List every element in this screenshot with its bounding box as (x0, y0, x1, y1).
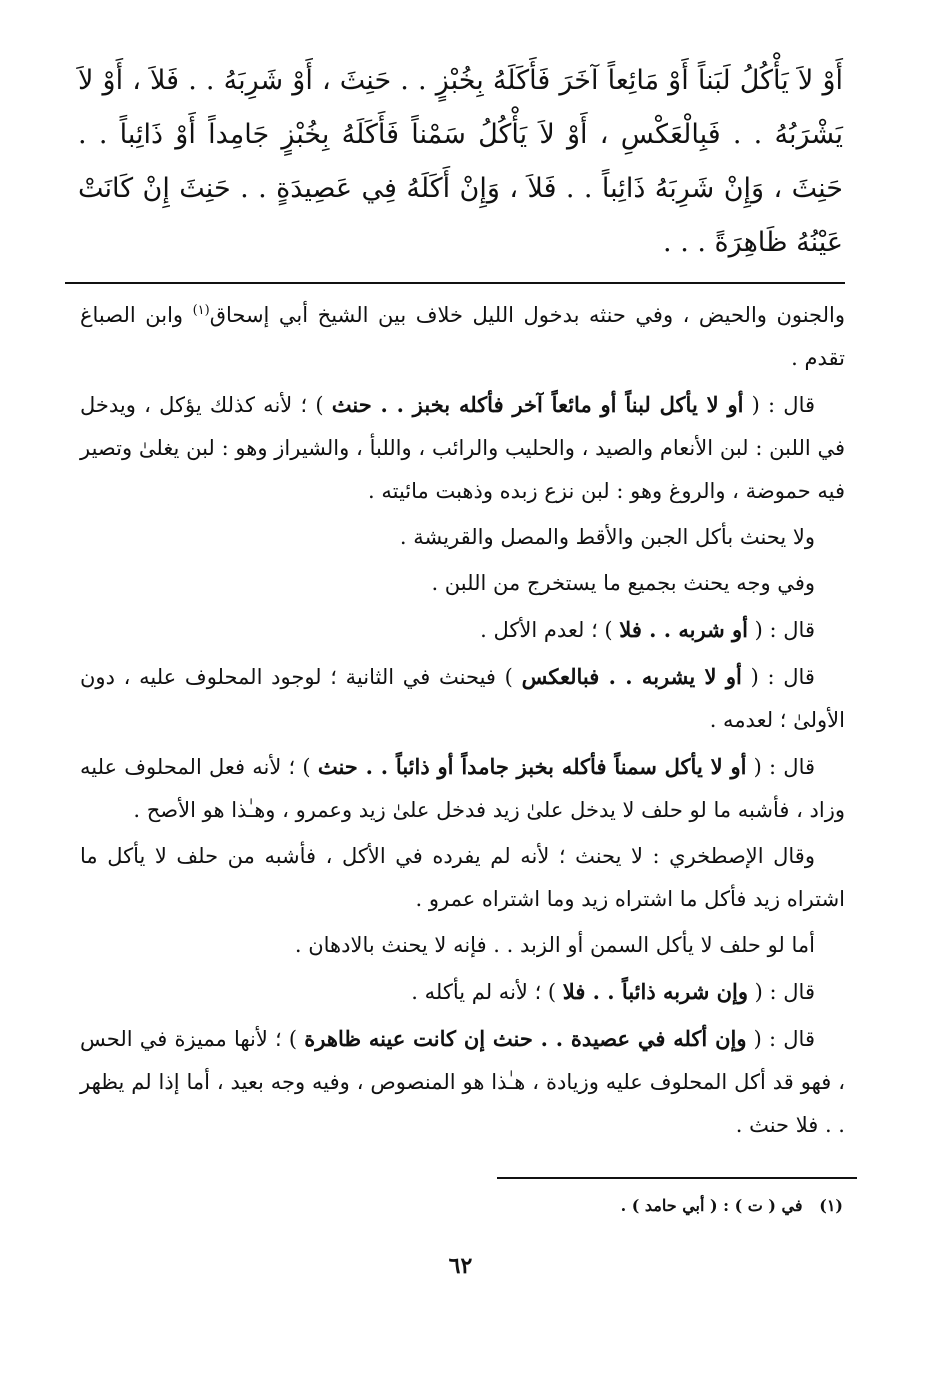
quote-open: قال : ( (746, 755, 815, 779)
footnote-reference[interactable]: (١) (192, 303, 210, 318)
footnote-text: في ( ت ) : ( أبي حامد ) . (620, 1196, 803, 1215)
commentary-paragraph (80, 294, 845, 380)
commentary-text: ) ؛ لأنه لم يأكله . (411, 980, 563, 1004)
commentary-paragraph (80, 745, 845, 832)
commentary-text: ) ؛ لأنها مميزة في الحس ، فهو قد أكل المحلوف عليه وزيادة ، هـٰذا هو المنصوص ، وفيه وجه بعيد ، أما إذا لم يظهر . . فلا حنث . (80, 1027, 845, 1137)
commentary-paragraph (80, 383, 845, 513)
quote-open: قال : ( (743, 393, 815, 417)
commentary-paragraph: أما لو حلف لا يأكل السمن أو الزبد . . فإنه لا يحنث بالادهان . (294, 933, 815, 957)
commentary-paragraph (80, 1017, 845, 1147)
commentary-paragraph (80, 970, 845, 1014)
main-text (78, 54, 843, 270)
quoted-matn: أو شربه . . فلا (619, 617, 748, 642)
commentary-text: ) ؛ لأنه فعل المحلوف عليه وزاد ، فأشبه ما لو حلف لا يدخل علىٰ زيد فدخل علىٰ زيد وعمرو ، وهـٰذا هو الأصح . (80, 755, 845, 822)
quote-open: قال : ( (741, 665, 815, 689)
main-text-content: أَوْ لاَ يَأْكُلُ لَبَناً أَوْ مَائِعاً آخَرَ فَأَكَلَهُ بِخُبْزٍ . . حَنِثَ ، أَوْ شَرِبَهُ . . فَلاَ ، أَوْ لاَ يَشْرَبُهُ . . فَبِالْعَكْسِ ، أَوْ لاَ يَأْكُلُ سَمْناً فَأَكَلَهُ بِخُبْزٍ جَامِداً أَوْ ذَائِباً . . حَنِثَ ، وَإِنْ شَرِبَهُ ذَائِباً . . فَلاَ ، وَإِنْ أَكَلَهُ فِي عَصِيدَةٍ . . حَنِثَ إِنْ كَانَتْ عَيْنُهُ ظَاهِرَةً . . . (78, 65, 843, 258)
quoted-matn: أو لا يشربه . . فبالعكس (521, 664, 742, 689)
footnotes (64, 1177, 857, 1221)
commentary-text: وابن الصباغ تقدم . (80, 303, 845, 370)
commentary (80, 294, 845, 1147)
quote-open: قال : ( (746, 1027, 815, 1051)
commentary-text: ) ؛ لعدم الأكل . (480, 618, 620, 642)
quoted-matn: وإن شربه ذائباً . . فلا (562, 979, 748, 1004)
quote-open: قال : ( (748, 980, 815, 1004)
commentary-paragraph: وقال الإصطخري : لا يحنث ؛ لأنه لم يفرده في الأكل ، فأشبه من حلف لا يأكل ما اشتراه زيد فأكل ما اشتراه زيد وما اشتراه عمرو . (80, 844, 845, 911)
page-number: ٦٢ (448, 1253, 473, 1279)
footnote (64, 1191, 843, 1221)
quoted-matn: أو لا يأكل لبناً أو مائعاً آخر فأكله بخبز . . حنث (331, 392, 744, 417)
commentary-text: ) ؛ لأنه كذلك يؤكل ، ويدخل في اللبن : لبن الأنعام والصيد ، والحليب والرائب ، واللبأ ، والشيراز وهو : لبن يغلىٰ وتصير فيه حموضة ، والروغ وهو : لبن نزع زبده وذهبت مائيته . (80, 393, 845, 503)
footnote-divider (497, 1177, 857, 1179)
main-text-divider (65, 282, 845, 284)
quote-open: قال : ( (748, 618, 815, 642)
commentary-paragraph: وفي وجه يحنث بجميع ما يستخرج من اللبن . (431, 571, 815, 595)
commentary-text: والجنون والحيض ، وفي حنثه بدخول الليل خلاف بين الشيخ أبي إسحاق (209, 303, 845, 327)
commentary-paragraph: ولا يحنث بأكل الجبن والأقط والمصل والقريشة . (399, 525, 815, 549)
commentary-paragraph (80, 655, 845, 742)
commentary-text: ) فيحنث في الثانية ؛ لوجود المحلوف عليه ، دون الأولىٰ ؛ لعدمه . (80, 665, 845, 732)
quoted-matn: وإن أكله في عصيدة . . حنث إن كانت عينه ظاهرة (304, 1026, 747, 1051)
footnote-number: (١) (819, 1196, 843, 1215)
quoted-matn: أو لا يأكل سمناً فأكله بخبز جامداً أو ذائباً . . حنث (317, 754, 747, 779)
commentary-paragraph (80, 608, 845, 652)
